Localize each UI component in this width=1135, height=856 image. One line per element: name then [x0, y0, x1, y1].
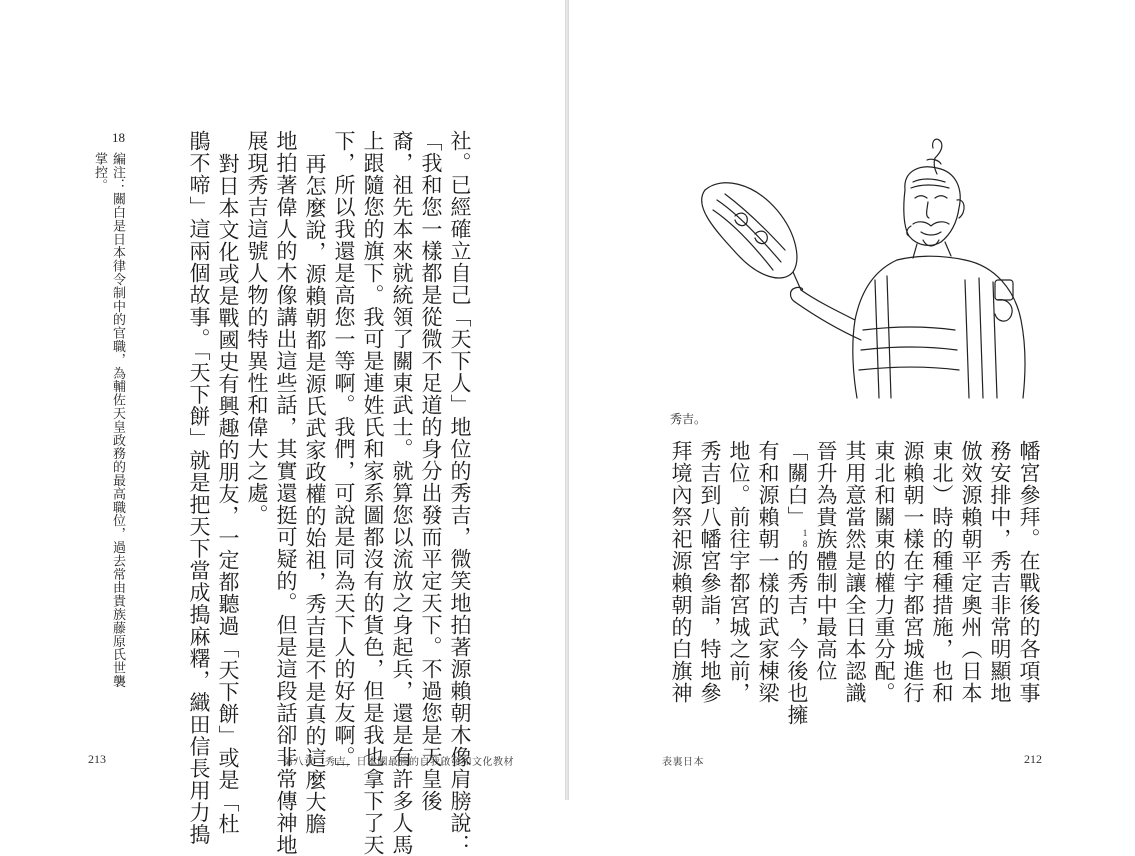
- running-head: 第八章 秀吉，日本國最強的自我啟發和文化教材: [283, 757, 514, 768]
- footnote-text: 掌控。: [92, 152, 107, 193]
- text-column: 其用意當然是讓全日本認識: [843, 440, 867, 704]
- footnote-number: 18: [112, 130, 125, 145]
- text-column: 對日本文化或是戰國史有興趣的朋友，一定都聽過「天下餅」或是「杜: [216, 153, 240, 835]
- text-column: 「我和您一樣都是從微不足道的身分出發而平定天下。不過您是天皇後: [419, 130, 443, 812]
- page-number: 212: [1024, 752, 1042, 766]
- text-column: 地拍著偉人的木像講出這些話，其實還挺可疑的。但是這段話卻非常傳神地: [274, 130, 298, 856]
- text-column: 拜境內祭祀源賴朝的白旗神: [669, 440, 693, 704]
- text-column: 下，所以我還是高您一等啊。我們，可說是同為天下人的好友啊。」: [332, 130, 356, 780]
- text-column: 倣效源賴朝平定奧州（日本: [959, 440, 983, 704]
- left-page: [0, 0, 565, 856]
- text-column: 展現秀吉這號人物的特異性和偉大之處。: [245, 130, 269, 526]
- text-column: 再怎麼說，源賴朝都是源氏武家政權的始祖，秀吉是不是真的這麼大膽: [303, 153, 327, 835]
- footnote-text: 編注：關白是日本律令制中的官職，為輔佐天皇政務的最高職位，過去常由貴族藤原氏世襲: [110, 152, 125, 688]
- text-column: 務安排中，秀吉非常明顯地: [988, 440, 1012, 704]
- text-column: 秀吉到八幡宮參詣，特地參: [698, 440, 722, 704]
- text-column: 上跟隨您的旗下。我可是連姓氏和家系圖都沒有的貨色，但是我也拿下了天: [361, 130, 385, 856]
- text-column: 裔，祖先本來就統領了關東武士。就算您以流放之身起兵，還是有許多人馬: [390, 130, 414, 856]
- text-column: 幡宮參拜。在戰後的各項事: [1017, 440, 1041, 704]
- page-number: 213: [88, 752, 106, 766]
- text-column: [786, 440, 809, 726]
- text-column: 社。已經確立自己「天下人」地位的秀吉，微笑地拍著源賴朝木像肩膀說：: [448, 130, 472, 856]
- text-column: 有和源賴朝一樣的武家棟梁: [756, 440, 780, 704]
- text-column: 源賴朝一樣在宇都宮城進行: [901, 440, 925, 704]
- running-head: 表裏日本: [662, 757, 704, 768]
- text-column: 鵑不啼」這兩個故事。「天下餅」就是把天下當成搗麻糬，織田信長用力搗: [187, 130, 211, 846]
- column-rest: 的秀吉，今後也擁: [785, 550, 809, 726]
- text-column: 東北和關東的權力重分配。: [872, 440, 896, 704]
- text-column: 地位。前往宇都宮城之前，: [727, 440, 751, 704]
- text-column: 晉升為貴族體制中最高位: [814, 440, 838, 682]
- hideyoshi-illustration: [665, 130, 1045, 400]
- illustration-caption: 秀吉。: [670, 412, 707, 426]
- text-column: 東北）時的種種措施，也和: [930, 440, 954, 704]
- kanpaku-term: 「關白」: [785, 440, 809, 528]
- footnote-ref[interactable]: 18: [800, 528, 810, 550]
